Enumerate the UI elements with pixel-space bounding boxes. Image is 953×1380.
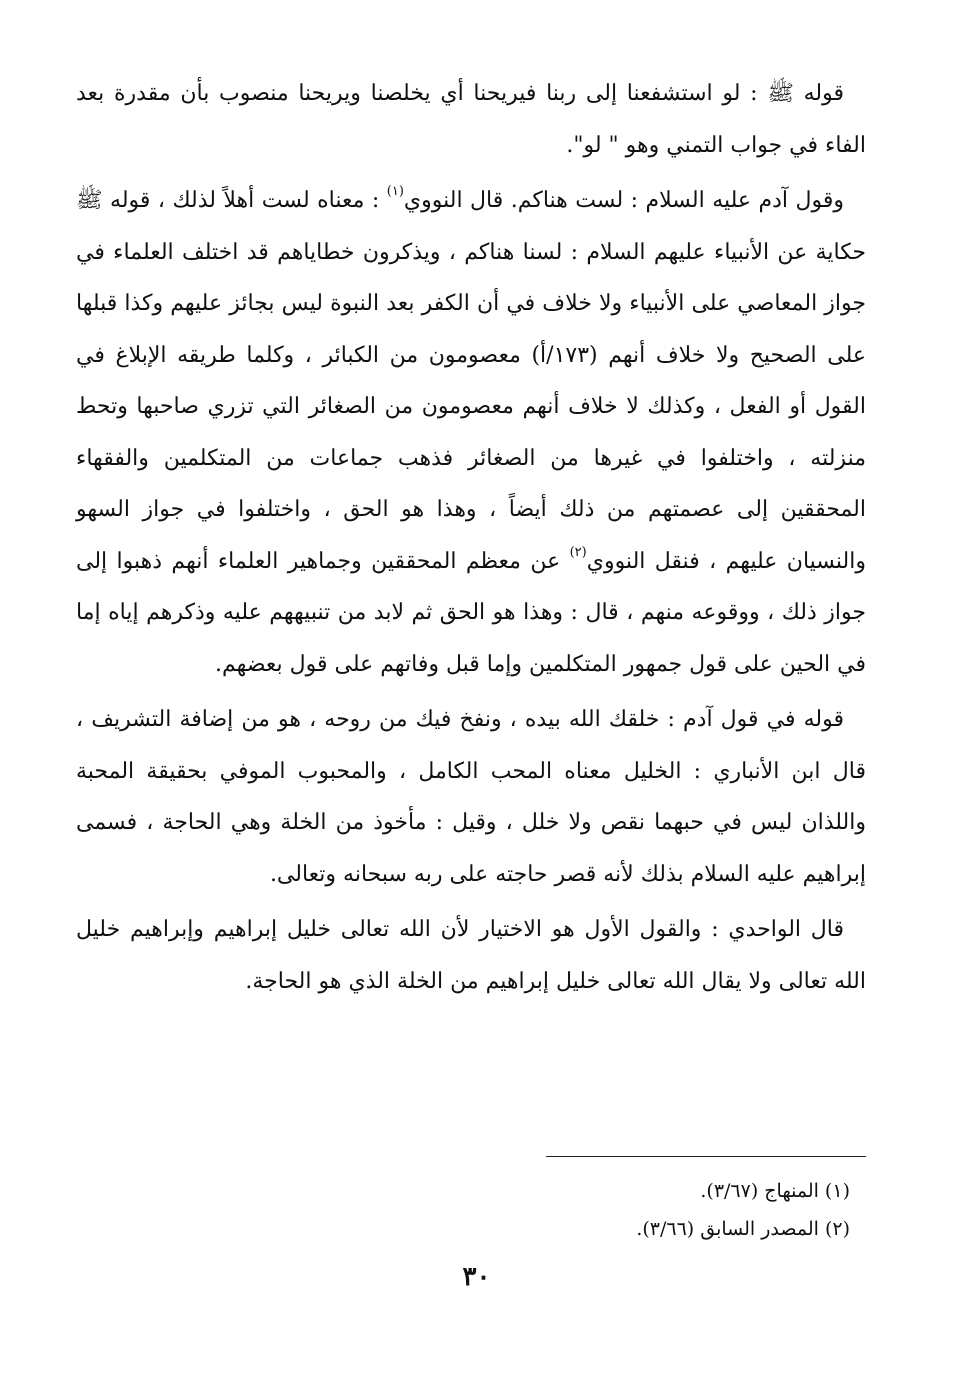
paragraph-1 xyxy=(76,68,866,171)
page-number: ٣٠ xyxy=(462,1262,491,1292)
paragraph-2-text-middle: : معناه لست أهلاً لذلك ، قوله ﷺ حكاية عن الأنبياء عليهم السلام : لسنا هناكم ، ويذكرون خطاياهم قد اختلف العلماء في جواز المعاصي على الأنبياء ولا خلاف في أن الكفر بعد النبوة ليس بجائز عليهم وكذا قبلها على الصحيح ولا خلاف أنهم (١٧٣/أ) معصومون من الكبائر ، وكلما طريقه الإبلاغ في القول أو الفعل ، وكذلك لا خلاف أنهم معصومون من الصغائر التي تزري صاحبها وتحط منزلته ، واختلفوا في غيرها من الصغائر فذهب جماعات من المتكلمين والفقهاء المحققين إلى عصمتهم من ذلك أيضاً ، وهذا هو الحق ، واختلفوا في جواز السهو والنسيان عليهم ، فنقل النووي xyxy=(76,188,866,574)
paragraph-4 xyxy=(76,904,866,1007)
paragraph-2-text-start: وقول آدم عليه السلام : لست هناكم. قال النووي xyxy=(403,188,845,213)
footnote-1: (١) المنهاج (٣/٦٧). xyxy=(700,1180,850,1202)
paragraph-1-text: قوله ﷺ : لو استشفعنا إلى ربنا فيريحنا أي يخلصنا ويريحنا منصوب بأن مقدرة بعد الفاء في جواب التمني وهو " لو". xyxy=(76,81,866,158)
footnotes xyxy=(300,1172,850,1248)
footnote-ref-1: (١) xyxy=(386,184,404,199)
paragraph-3-text: قوله في قول آدم : خلقك الله بيده ، ونفخ فيك من روحه ، هو من إضافة التشريف ، قال ابن الأنباري : الخليل معناه المحب الكامل ، والمحبوب الموفي بحقيقة المحبة واللذان ليس في حبهما نقص ولا خلل ، وقيل : مأخوذ من الخلة وهي الحاجة ، فسمى إبراهيم عليه السلام بذلك لأنه قصر حاجته على ربه سبحانه وتعالى. xyxy=(76,707,866,887)
paragraph-2-text-end: عن معظم المحققين وجماهير العلماء أنهم ذهبوا إلى جواز ذلك ، ووقوعه منهم ، قال : وهذا هو الحق ثم لابد من تنبيههم عليه وذكرهم إياه إما في الحين على قول جمهور المتكلمين وإما قبل وفاتهم على قول بعضهم. xyxy=(76,548,866,677)
body-text xyxy=(76,68,866,1007)
footnote-ref-2: (٢) xyxy=(569,544,587,560)
paragraph-3 xyxy=(76,694,866,900)
paragraph-4-text: قال الواحدي : والقول الأول هو الاختيار لأن الله تعالى خليل إبراهيم وإبراهيم خليل الله تعالى ولا يقال الله تعالى خليل إبراهيم من الخلة الذي هو الحاجة. xyxy=(76,917,866,994)
paragraph-2 xyxy=(76,175,866,690)
footnote-separator xyxy=(546,1156,866,1157)
footnote-2: (٢) المصدر السابق (٣/٦٦). xyxy=(636,1218,850,1240)
